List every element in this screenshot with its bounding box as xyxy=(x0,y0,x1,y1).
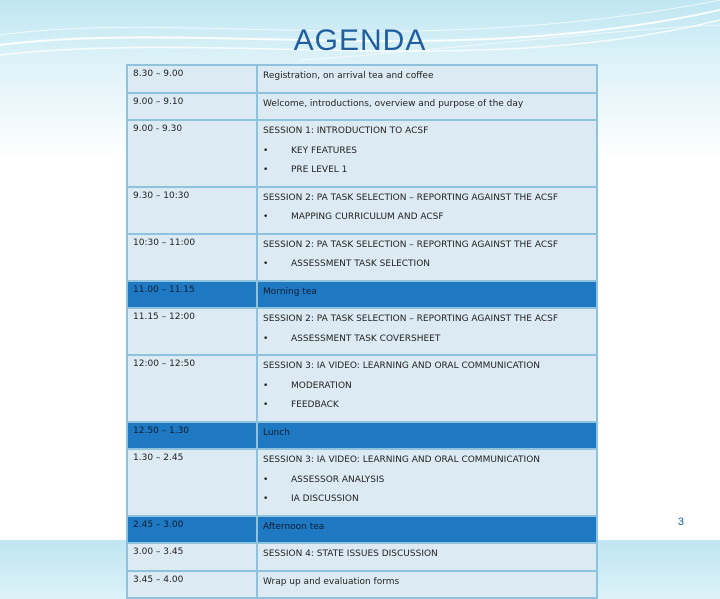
agenda-activity xyxy=(257,355,597,422)
agenda-time: 9.30 – 10:30 xyxy=(127,187,257,234)
bullet-icon: • xyxy=(263,400,269,410)
bullet-text: ASSESSMENT TASK SELECTION xyxy=(291,259,431,269)
activity-text: SESSION 2: PA TASK SELECTION – REPORTING AGAINST THE ACSF xyxy=(263,314,558,324)
activity-text: SESSION 1: INTRODUCTION TO ACSF xyxy=(263,126,429,136)
agenda-row xyxy=(127,234,597,281)
page-number: 3 xyxy=(677,516,684,528)
agenda-activity xyxy=(257,308,597,355)
agenda-activity xyxy=(257,234,597,281)
agenda-activity xyxy=(257,120,597,187)
activity-bullet-item xyxy=(263,144,591,164)
bullet-text: IA DISCUSSION xyxy=(291,494,359,504)
agenda-time: 12.50 – 1.30 xyxy=(127,422,257,450)
agenda-row xyxy=(127,308,597,355)
agenda-time: 9.00 – 9.10 xyxy=(127,93,257,121)
activity-text: SESSION 4: STATE ISSUES DISCUSSION xyxy=(263,549,438,559)
agenda-row xyxy=(127,355,597,422)
bullet-text: ASSESSMENT TASK COVERSHEET xyxy=(291,333,441,344)
agenda-break-row xyxy=(127,281,597,309)
activity-text: Lunch xyxy=(263,427,290,438)
agenda-activity xyxy=(257,187,597,234)
activity-bullet-item xyxy=(263,163,591,183)
bullet-text: MODERATION xyxy=(291,380,352,391)
activity-bullet-item xyxy=(263,210,591,230)
agenda-activity xyxy=(257,571,597,599)
agenda-activity xyxy=(257,422,597,450)
agenda-row xyxy=(127,65,597,93)
agenda-break-row xyxy=(127,422,597,450)
activity-bullet-item xyxy=(263,379,591,399)
agenda-time: 12:00 – 12:50 xyxy=(127,355,257,422)
agenda-break-row xyxy=(127,516,597,544)
activity-bullet-item xyxy=(263,398,591,418)
activity-text: Morning tea xyxy=(263,286,317,297)
activity-text: Registration, on arrival tea and coffee xyxy=(263,71,434,81)
agenda-activity xyxy=(257,65,597,93)
agenda-time: 11.15 – 12:00 xyxy=(127,308,257,355)
agenda-table xyxy=(126,64,598,599)
bullet-icon: • xyxy=(263,494,269,504)
activity-text: SESSION 3: IA VIDEO: LEARNING AND ORAL COMMUNICATION xyxy=(263,361,541,371)
activity-text: Afternoon tea xyxy=(263,521,325,532)
activity-bullet-item xyxy=(263,492,591,512)
bullet-icon: • xyxy=(263,259,269,269)
bullet-icon: • xyxy=(263,380,269,391)
agenda-time: 3.45 – 4.00 xyxy=(127,571,257,599)
agenda-row xyxy=(127,571,597,599)
agenda-time: 10:30 – 11:00 xyxy=(127,234,257,281)
activity-text: Welcome, introductions, overview and purpose of the day xyxy=(263,98,524,109)
bullet-text: PRE LEVEL 1 xyxy=(291,165,348,175)
agenda-time: 9.00 - 9.30 xyxy=(127,120,257,187)
bullet-text: MAPPING CURRICULUM AND ACSF xyxy=(291,212,444,222)
agenda-time: 11.00 – 11.15 xyxy=(127,281,257,309)
agenda-time: 2.45 – 3.00 xyxy=(127,516,257,544)
agenda-time: 1.30 – 2.45 xyxy=(127,449,257,516)
agenda-activity xyxy=(257,449,597,516)
agenda-row xyxy=(127,120,597,187)
activity-text: SESSION 3: IA VIDEO: LEARNING AND ORAL COMMUNICATION xyxy=(263,455,541,465)
agenda-row xyxy=(127,449,597,516)
agenda-time: 8.30 – 9.00 xyxy=(127,65,257,93)
bullet-text: KEY FEATURES xyxy=(291,145,358,156)
activity-text: SESSION 2: PA TASK SELECTION – REPORTING AGAINST THE ACSF xyxy=(263,239,558,250)
activity-text: Wrap up and evaluation forms xyxy=(263,576,400,587)
page-title: AGENDA xyxy=(293,24,427,57)
agenda-activity xyxy=(257,281,597,309)
bullet-icon: • xyxy=(263,212,269,222)
bullet-icon: • xyxy=(263,145,269,156)
agenda-row xyxy=(127,93,597,121)
bullet-icon: • xyxy=(263,165,269,175)
activity-text: SESSION 2: PA TASK SELECTION – REPORTING AGAINST THE ACSF xyxy=(263,192,558,203)
agenda-activity xyxy=(257,516,597,544)
bullet-icon: • xyxy=(263,333,269,344)
bullet-text: ASSESSOR ANALYSIS xyxy=(291,474,385,485)
agenda-row xyxy=(127,187,597,234)
agenda-time: 3.00 – 3.45 xyxy=(127,543,257,571)
agenda-activity xyxy=(257,93,597,121)
activity-bullet-item xyxy=(263,473,591,493)
agenda-row xyxy=(127,543,597,571)
bullet-text: FEEDBACK xyxy=(291,400,339,410)
bullet-icon: • xyxy=(263,474,269,485)
agenda-activity xyxy=(257,543,597,571)
activity-bullet-item xyxy=(263,332,591,352)
activity-bullet-item xyxy=(263,257,591,277)
